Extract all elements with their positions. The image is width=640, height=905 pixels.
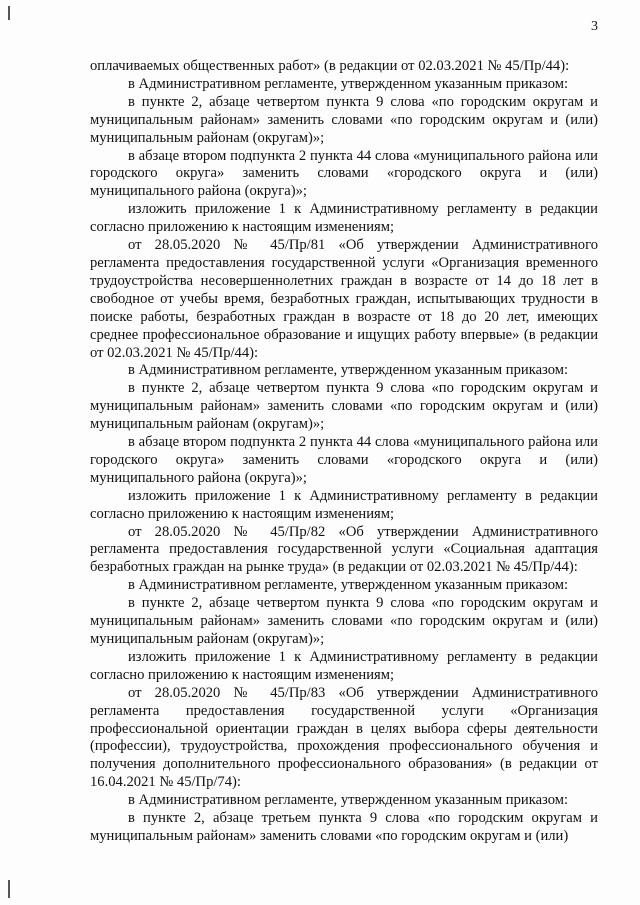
paragraph: изложить приложение 1 к Административному регламенту в редакции согласно приложению к настоящим изменениям; [90, 487, 598, 522]
paragraph: от 28.05.2020 № 45/Пр/82 «Об утверждении Административного регламента предоставления государственной услуги «Социальная адаптация безработных граждан на рынке труда» (в редакции от 02.03.2021 № 45/Пр/44): [90, 523, 598, 576]
paragraph: в пункте 2, абзаце четвертом пункта 9 слова «по городским округам и муниципальным районам» заменить словами «по городским округам и (или) муниципальным районам (округам)»; [90, 595, 598, 647]
page-number: 3 [591, 19, 598, 34]
document-body [90, 58, 598, 846]
scan-edge-mark [8, 6, 10, 20]
scan-edge-mark [8, 880, 10, 898]
paragraph: в пункте 2, абзаце третьем пункта 9 слова «по городским округам и муниципальным районам» заменить словами «по городским округам и (или) [90, 810, 598, 844]
paragraph: в пункте 2, абзаце четвертом пункта 9 слова «по городским округам и муниципальным районам» заменить словами «по городским округам и (или) муниципальным районам (округам)»; [90, 93, 598, 146]
paragraph: изложить приложение 1 к Административному регламенту в редакции согласно приложению к настоящим изменениям; [90, 648, 598, 683]
paragraph: от 28.05.2020 № 45/Пр/83 «Об утверждении Административного регламента предоставления государственной услуги «Организация профессиональной ориентации граждан в целях выбора сферы деятельности (профессии), трудоустройства, прохождения профессионального обучения и получения дополнительного профессионального образования» (в редакции от 16.04.2021 № 45/Пр/74): [90, 684, 598, 791]
paragraph: от 28.05.2020 № 45/Пр/81 «Об утверждении Административного регламента предоставления государственной услуги «Организация временного трудоустройства несовершеннолетних граждан в возрасте от 14 до 18 лет в свободное от учебы время, безработных граждан, испытывающих трудности в поиске работы, безработных граждан в возрасте от 18 до 20 лет, имеющих среднее профессиональное образование и ищущих работу впервые» (в редакции от 02.03.2021 № 45/Пр/44): [90, 237, 598, 361]
paragraph: оплачиваемых общественных работ» (в редакции от 02.03.2021 № 45/Пр/44): [90, 58, 570, 74]
paragraph: в Административном регламенте, утвержденном указанным приказом: [128, 577, 569, 594]
paragraph: в Административном регламенте, утвержденном указанным приказом: [128, 362, 569, 379]
paragraph: в абзаце втором подпункта 2 пункта 44 слова «муниципального района или городского округа» заменить словами «городского округа и (или) муниципального района (округа)»; [90, 147, 598, 200]
paragraph: в Административном регламенте, утвержденном указанным приказом: [128, 75, 569, 92]
paragraph: в пункте 2, абзаце четвертом пункта 9 слова «по городским округам и муниципальным районам» заменить словами «по городским округам и (или) муниципальным районам (округам)»; [90, 380, 598, 433]
paragraph: в Административном регламенте, утвержденном указанным приказом: [128, 792, 569, 809]
paragraph: в абзаце втором подпункта 2 пункта 44 слова «муниципального района или городского округа» заменить словами «городского округа и (или) муниципального района (округа)»; [90, 434, 598, 486]
paragraph: изложить приложение 1 к Административному регламенту в редакции согласно приложению к настоящим изменениям; [90, 201, 598, 236]
